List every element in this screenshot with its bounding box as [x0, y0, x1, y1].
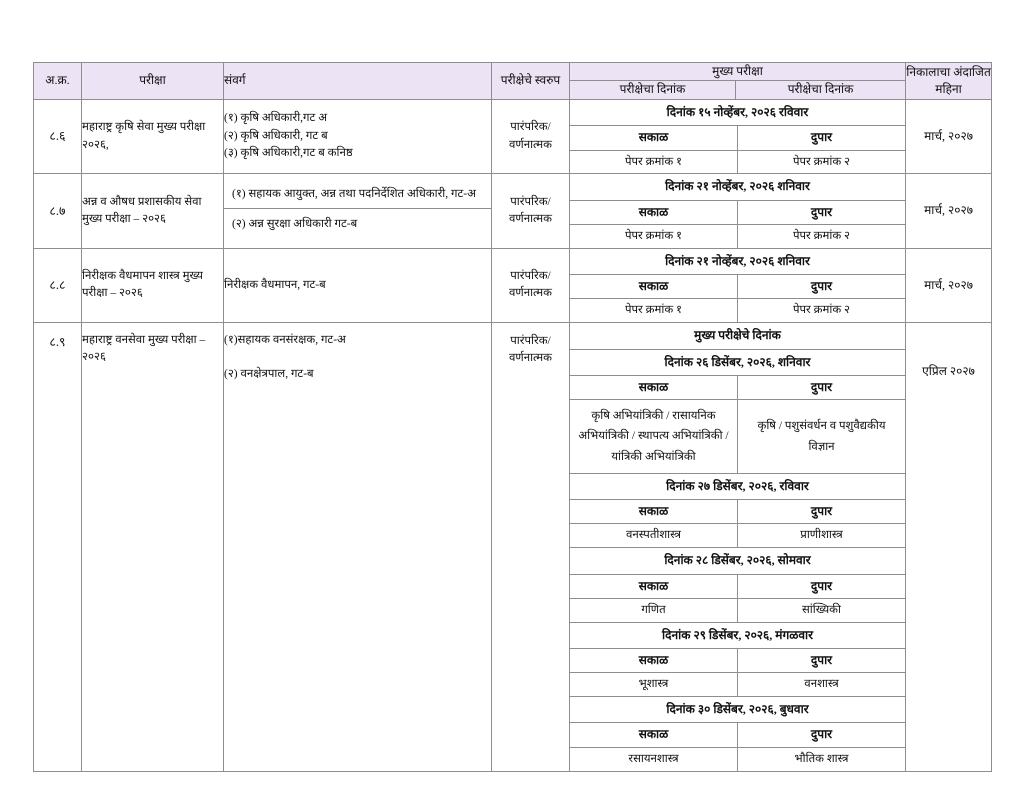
row-serial: ८.६ — [34, 99, 82, 173]
header-main-exam: मुख्य परीक्षा — [570, 63, 906, 81]
schedule-date: दिनांक २१ नोव्हेंबर, २०२६ शनिवार — [570, 249, 905, 275]
table-row — [34, 174, 992, 248]
row-schedule — [570, 323, 906, 771]
session-morning: सकाळ — [570, 574, 738, 598]
session-morning: सकाळ — [570, 500, 738, 524]
paper-morning: पेपर क्रमांक १ — [570, 299, 738, 322]
inner-schedule-table — [570, 100, 905, 173]
header-cadre: संवर्ग — [224, 63, 492, 100]
schedule-subject-row — [570, 747, 905, 770]
row-exam-format: पारंपरिक/ वर्णनात्मक — [492, 99, 570, 173]
cadre-line: (१) कृषि अधिकारी,गट अ — [224, 111, 327, 124]
schedule-date: दिनांक १५ नोव्हेंबर, २०२६ रविवार — [570, 100, 905, 126]
schedule-date-row — [570, 622, 905, 648]
session-afternoon: दुपार — [738, 500, 906, 524]
row-serial: ८.७ — [34, 174, 82, 248]
schedule-subject-row — [570, 673, 905, 697]
schedule-session-row — [570, 648, 905, 672]
row-exam-name: महाराष्ट्र कृषि सेवा मुख्य परीक्षा २०२६, — [82, 99, 224, 173]
schedule-date: दिनांक २८ डिसेंबर, २०२६, सोमवार — [570, 548, 905, 574]
inner-schedule-table — [570, 249, 905, 322]
inner-schedule-table — [570, 323, 905, 770]
table-header — [34, 63, 992, 100]
subject-morning: रसायनशास्त्र — [570, 747, 738, 770]
schedule-session-row — [570, 574, 905, 598]
row-schedule — [570, 174, 906, 248]
schedule-paper-row — [570, 225, 905, 248]
header-exam: परीक्षा — [82, 63, 224, 100]
header-exam-date-1: परीक्षेचा दिनांक — [570, 81, 736, 99]
row-result-month: मार्च, २०२७ — [906, 174, 992, 248]
table-row — [34, 99, 992, 173]
header-row-1 — [34, 63, 992, 81]
schedule-date: दिनांक ३० डिसेंबर, २०२६, बुधवार — [570, 697, 905, 723]
subject-afternoon: भौतिक शास्त्र — [738, 747, 906, 770]
session-morning: सकाळ — [570, 648, 738, 672]
schedule-session-row — [570, 126, 905, 150]
schedule-paper-row — [570, 150, 905, 173]
table-row — [34, 248, 992, 322]
schedule-date: दिनांक २१ नोव्हेंबर, २०२६ शनिवार — [570, 174, 905, 200]
schedule-date-row — [570, 697, 905, 723]
schedule-subject-row — [570, 598, 905, 622]
header-exam-date-2: परीक्षेचा दिनांक — [736, 81, 906, 99]
schedule-session-row — [570, 500, 905, 524]
subject-afternoon: सांख्यिकी — [738, 598, 906, 622]
exam-schedule-table — [33, 62, 992, 772]
session-afternoon: दुपार — [738, 375, 906, 399]
row-serial: ८.८ — [34, 248, 82, 322]
row-cadre — [224, 99, 492, 173]
cadre-line: (२) वनक्षेत्रपाल, गट-ब — [224, 367, 314, 380]
schedule-session-row — [570, 200, 905, 224]
header-exam-format: परीक्षेचे स्वरुप — [492, 63, 570, 100]
row-result-month: एप्रिल २०२७ — [906, 323, 992, 771]
schedule-date-row — [570, 548, 905, 574]
session-morning: सकाळ — [570, 723, 738, 747]
session-afternoon: दुपार — [738, 574, 906, 598]
session-afternoon: दुपार — [738, 648, 906, 672]
subject-afternoon: कृषि / पशुसंवर्धन व पशुवैद्यकीय विज्ञान — [738, 400, 906, 473]
subject-afternoon: प्राणीशास्त्र — [738, 524, 906, 548]
schedule-subject-row — [570, 400, 905, 473]
cadre-line: (१) सहायक आयुक्त, अन्न तथा पदनिर्देशित अधिकारी, गट-अ — [224, 181, 491, 210]
schedule-date-row — [570, 100, 905, 126]
row-exam-format: पारंपरिक/ वर्णनात्मक — [492, 174, 570, 248]
row-schedule — [570, 248, 906, 322]
schedule-date: दिनांक २७ डिसेंबर, २०२६, रविवार — [570, 473, 905, 499]
schedule-date-row — [570, 249, 905, 275]
cadre-line: निरीक्षक वैधमापन, गट-ब — [224, 278, 326, 291]
cadre-line: (२) कृषि अधिकारी, गट ब — [224, 129, 328, 142]
subject-morning: गणित — [570, 598, 738, 622]
row-result-month: मार्च, २०२७ — [906, 99, 992, 173]
subject-morning: कृषि अभियांत्रिकी / रासायनिक अभियांत्रिकी / स्थापत्य अभियांत्रिकी / यांत्रिकी अभियांत्रिकी — [570, 400, 738, 473]
subject-afternoon: वनशास्त्र — [738, 673, 906, 697]
schedule-date-row — [570, 473, 905, 499]
session-afternoon: दुपार — [738, 200, 906, 224]
schedule-date: दिनांक २९ डिसेंबर, २०२६, मंगळवार — [570, 622, 905, 648]
session-afternoon: दुपार — [738, 275, 906, 299]
row-result-month: मार्च, २०२७ — [906, 248, 992, 322]
row-exam-format: पारंपरिक/ वर्णनात्मक — [492, 248, 570, 322]
header-serial: अ.क्र. — [34, 63, 82, 100]
row-exam-name: महाराष्ट्र वनसेवा मुख्य परीक्षा – २०२६ — [82, 323, 224, 771]
schedule-date: दिनांक २६ डिसेंबर, २०२६, शनिवार — [570, 349, 905, 375]
table-row — [34, 323, 992, 771]
paper-morning: पेपर क्रमांक १ — [570, 225, 738, 248]
row-cadre — [224, 323, 492, 771]
session-afternoon: दुपार — [738, 723, 906, 747]
session-afternoon: दुपार — [738, 126, 906, 150]
paper-morning: पेपर क्रमांक १ — [570, 150, 738, 173]
paper-afternoon: पेपर क्रमांक २ — [738, 150, 906, 173]
session-morning: सकाळ — [570, 275, 738, 299]
row-exam-name: अन्न व औषध प्रशासकीय सेवा मुख्य परीक्षा – २०२६ — [82, 174, 224, 248]
table-body — [34, 99, 992, 771]
session-morning: सकाळ — [570, 126, 738, 150]
paper-afternoon: पेपर क्रमांक २ — [738, 225, 906, 248]
schedule-session-row — [570, 275, 905, 299]
row-serial: ८.९ — [34, 323, 82, 771]
subject-morning: भूशास्त्र — [570, 673, 738, 697]
schedule-paper-row — [570, 299, 905, 322]
main-exam-dates-heading: मुख्य परीक्षेचे दिनांक — [570, 323, 905, 349]
subject-morning: वनस्पतीशास्त्र — [570, 524, 738, 548]
schedule-heading-row — [570, 323, 905, 349]
inner-schedule-table — [570, 174, 905, 247]
row-schedule — [570, 99, 906, 173]
row-cadre — [224, 248, 492, 322]
schedule-session-row — [570, 723, 905, 747]
schedule-date-row — [570, 349, 905, 375]
schedule-date-row — [570, 174, 905, 200]
schedule-session-row — [570, 375, 905, 399]
cadre-line: (३) कृषि अधिकारी,गट ब कनिष्ठ — [224, 147, 353, 160]
row-cadre — [224, 174, 492, 248]
cadre-line: (१)सहायक वनसंरक्षक, गट-अ — [224, 334, 346, 347]
session-morning: सकाळ — [570, 375, 738, 399]
cadre-line: (२) अन्न सुरक्षा अधिकारी गट-ब — [232, 218, 358, 231]
row-exam-name: निरीक्षक वैधमापन शास्त्र मुख्य परीक्षा – २०२६ — [82, 248, 224, 322]
header-result-month: निकालाचा अंदाजित महिना — [906, 63, 992, 100]
schedule-subject-row — [570, 524, 905, 548]
session-morning: सकाळ — [570, 200, 738, 224]
paper-afternoon: पेपर क्रमांक २ — [738, 299, 906, 322]
row-exam-format: पारंपरिक/ वर्णनात्मक — [492, 323, 570, 771]
